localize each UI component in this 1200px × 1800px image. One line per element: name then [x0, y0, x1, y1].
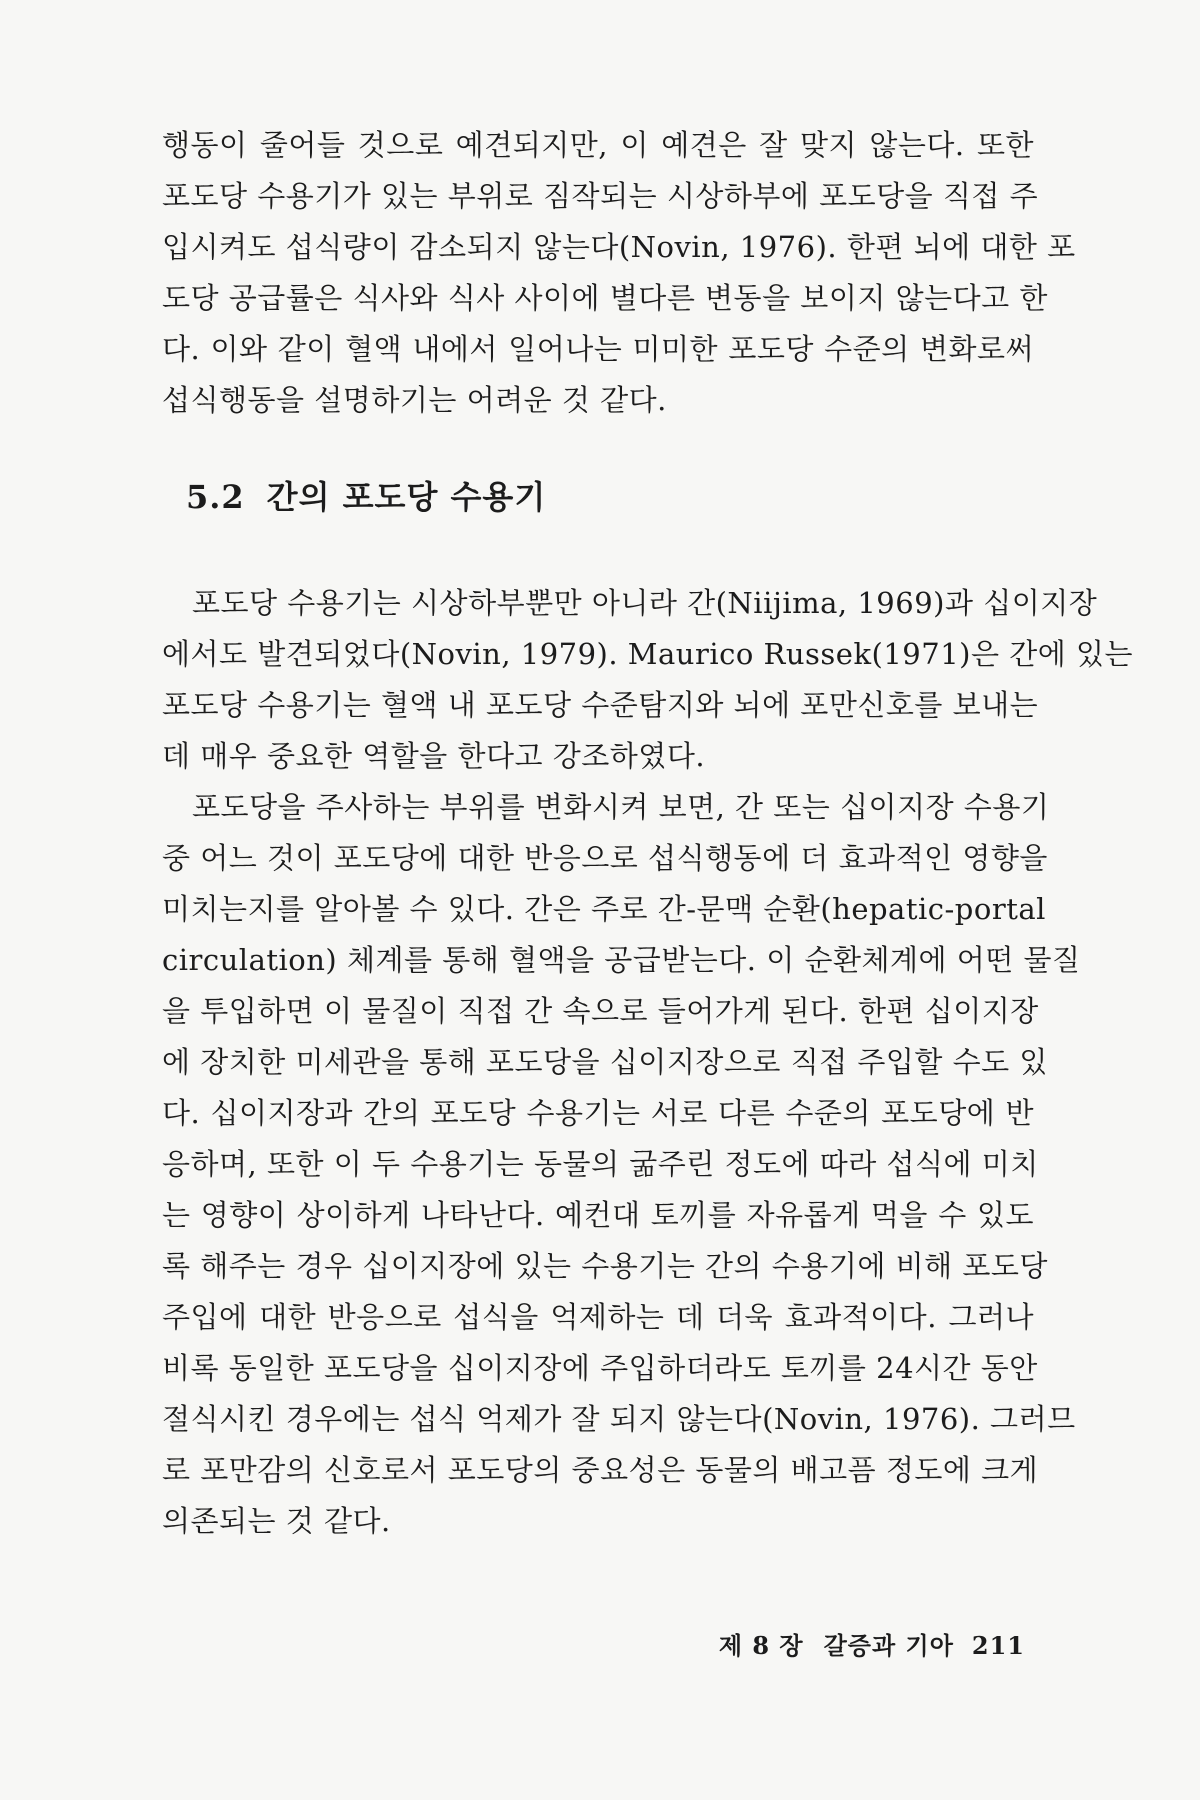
text-line: 섭식행동을 설명하기는 어려운 것 같다. — [162, 383, 667, 417]
text-line: 절식시킨 경우에는 섭식 억제가 잘 되지 않는다(Novin, 1976). 그러므 — [162, 1402, 1076, 1436]
text-line: 포도당 수용기가 있는 부위로 짐작되는 시상하부에 포도당을 직접 주 — [162, 179, 1039, 213]
page-number: 211 — [971, 1631, 1025, 1660]
text-line: 는 영향이 상이하게 나타난다. 예컨대 토끼를 자유롭게 먹을 수 있도 — [162, 1198, 1034, 1232]
text-line: 도당 공급률은 식사와 식사 사이에 별다른 변동을 보이지 않는다고 한 — [162, 281, 1048, 315]
text-line: 응하며, 또한 이 두 수용기는 동물의 굶주린 정도에 따라 섭식에 미치 — [162, 1147, 1039, 1181]
text-line: 포도당을 주사하는 부위를 변화시켜 보면, 간 또는 십이지장 수용기 — [192, 790, 1050, 824]
section-number: 5.2 — [186, 478, 245, 516]
text-line: 비록 동일한 포도당을 십이지장에 주입하더라도 토끼를 24시간 동안 — [162, 1351, 1038, 1385]
text-line: 데 매우 중요한 역할을 한다고 강조하였다. — [162, 739, 706, 773]
text-line: 미치는지를 알아볼 수 있다. 간은 주로 간-문맥 순환(hepatic-portal — [162, 892, 1046, 926]
text-line: 중 어느 것이 포도당에 대한 반응으로 섭식행동에 더 효과적인 영향을 — [162, 841, 1048, 875]
text-line: 행동이 줄어들 것으로 예견되지만, 이 예견은 잘 맞지 않는다. 또한 — [162, 128, 1034, 162]
text-line: 의존되는 것 같다. — [162, 1504, 391, 1538]
text-line: 입시켜도 섭식량이 감소되지 않는다(Novin, 1976). 한편 뇌에 대한 포 — [162, 230, 1076, 264]
text-line: circulation) 체계를 통해 혈액을 공급받는다. 이 순환체계에 어떤 물질 — [162, 943, 1081, 977]
footer-chapter: 제 8 장 — [718, 1631, 804, 1660]
text-line: 주입에 대한 반응으로 섭식을 억제하는 데 더욱 효과적이다. 그러나 — [162, 1300, 1034, 1334]
section-heading — [186, 472, 546, 518]
text-line: 에 장치한 미세관을 통해 포도당을 십이지장으로 직접 주입할 수도 있 — [162, 1045, 1048, 1079]
page-footer — [719, 1626, 1025, 1661]
text-line: 다. 이와 같이 혈액 내에서 일어나는 미미한 포도당 수준의 변화로써 — [162, 332, 1034, 366]
text-line: 로 포만감의 신호로서 포도당의 중요성은 동물의 배고픔 정도에 크게 — [162, 1453, 1039, 1487]
text-line: 을 투입하면 이 물질이 직접 간 속으로 들어가게 된다. 한편 십이지장 — [162, 994, 1039, 1028]
section-title: 간의 포도당 수용기 — [266, 478, 547, 516]
text-line: 포도당 수용기는 혈액 내 포도당 수준탐지와 뇌에 포만신호를 보내는 — [162, 688, 1039, 722]
paragraph-2 — [162, 578, 1133, 782]
text-line: 포도당 수용기는 시상하부뿐만 아니라 간(Niijima, 1969)과 십이지장 — [192, 586, 1098, 620]
paragraph-1 — [162, 120, 1076, 426]
footer-chapter-title: 갈증과 기아 — [823, 1631, 954, 1660]
paragraph-3 — [162, 782, 1081, 1547]
text-line: 다. 십이지장과 간의 포도당 수용기는 서로 다른 수준의 포도당에 반 — [162, 1096, 1034, 1130]
text-line: 록 해주는 경우 십이지장에 있는 수용기는 간의 수용기에 비해 포도당 — [162, 1249, 1048, 1283]
text-line: 에서도 발견되었다(Novin, 1979). Maurico Russek(1971)은 간에 있는 — [162, 637, 1133, 671]
